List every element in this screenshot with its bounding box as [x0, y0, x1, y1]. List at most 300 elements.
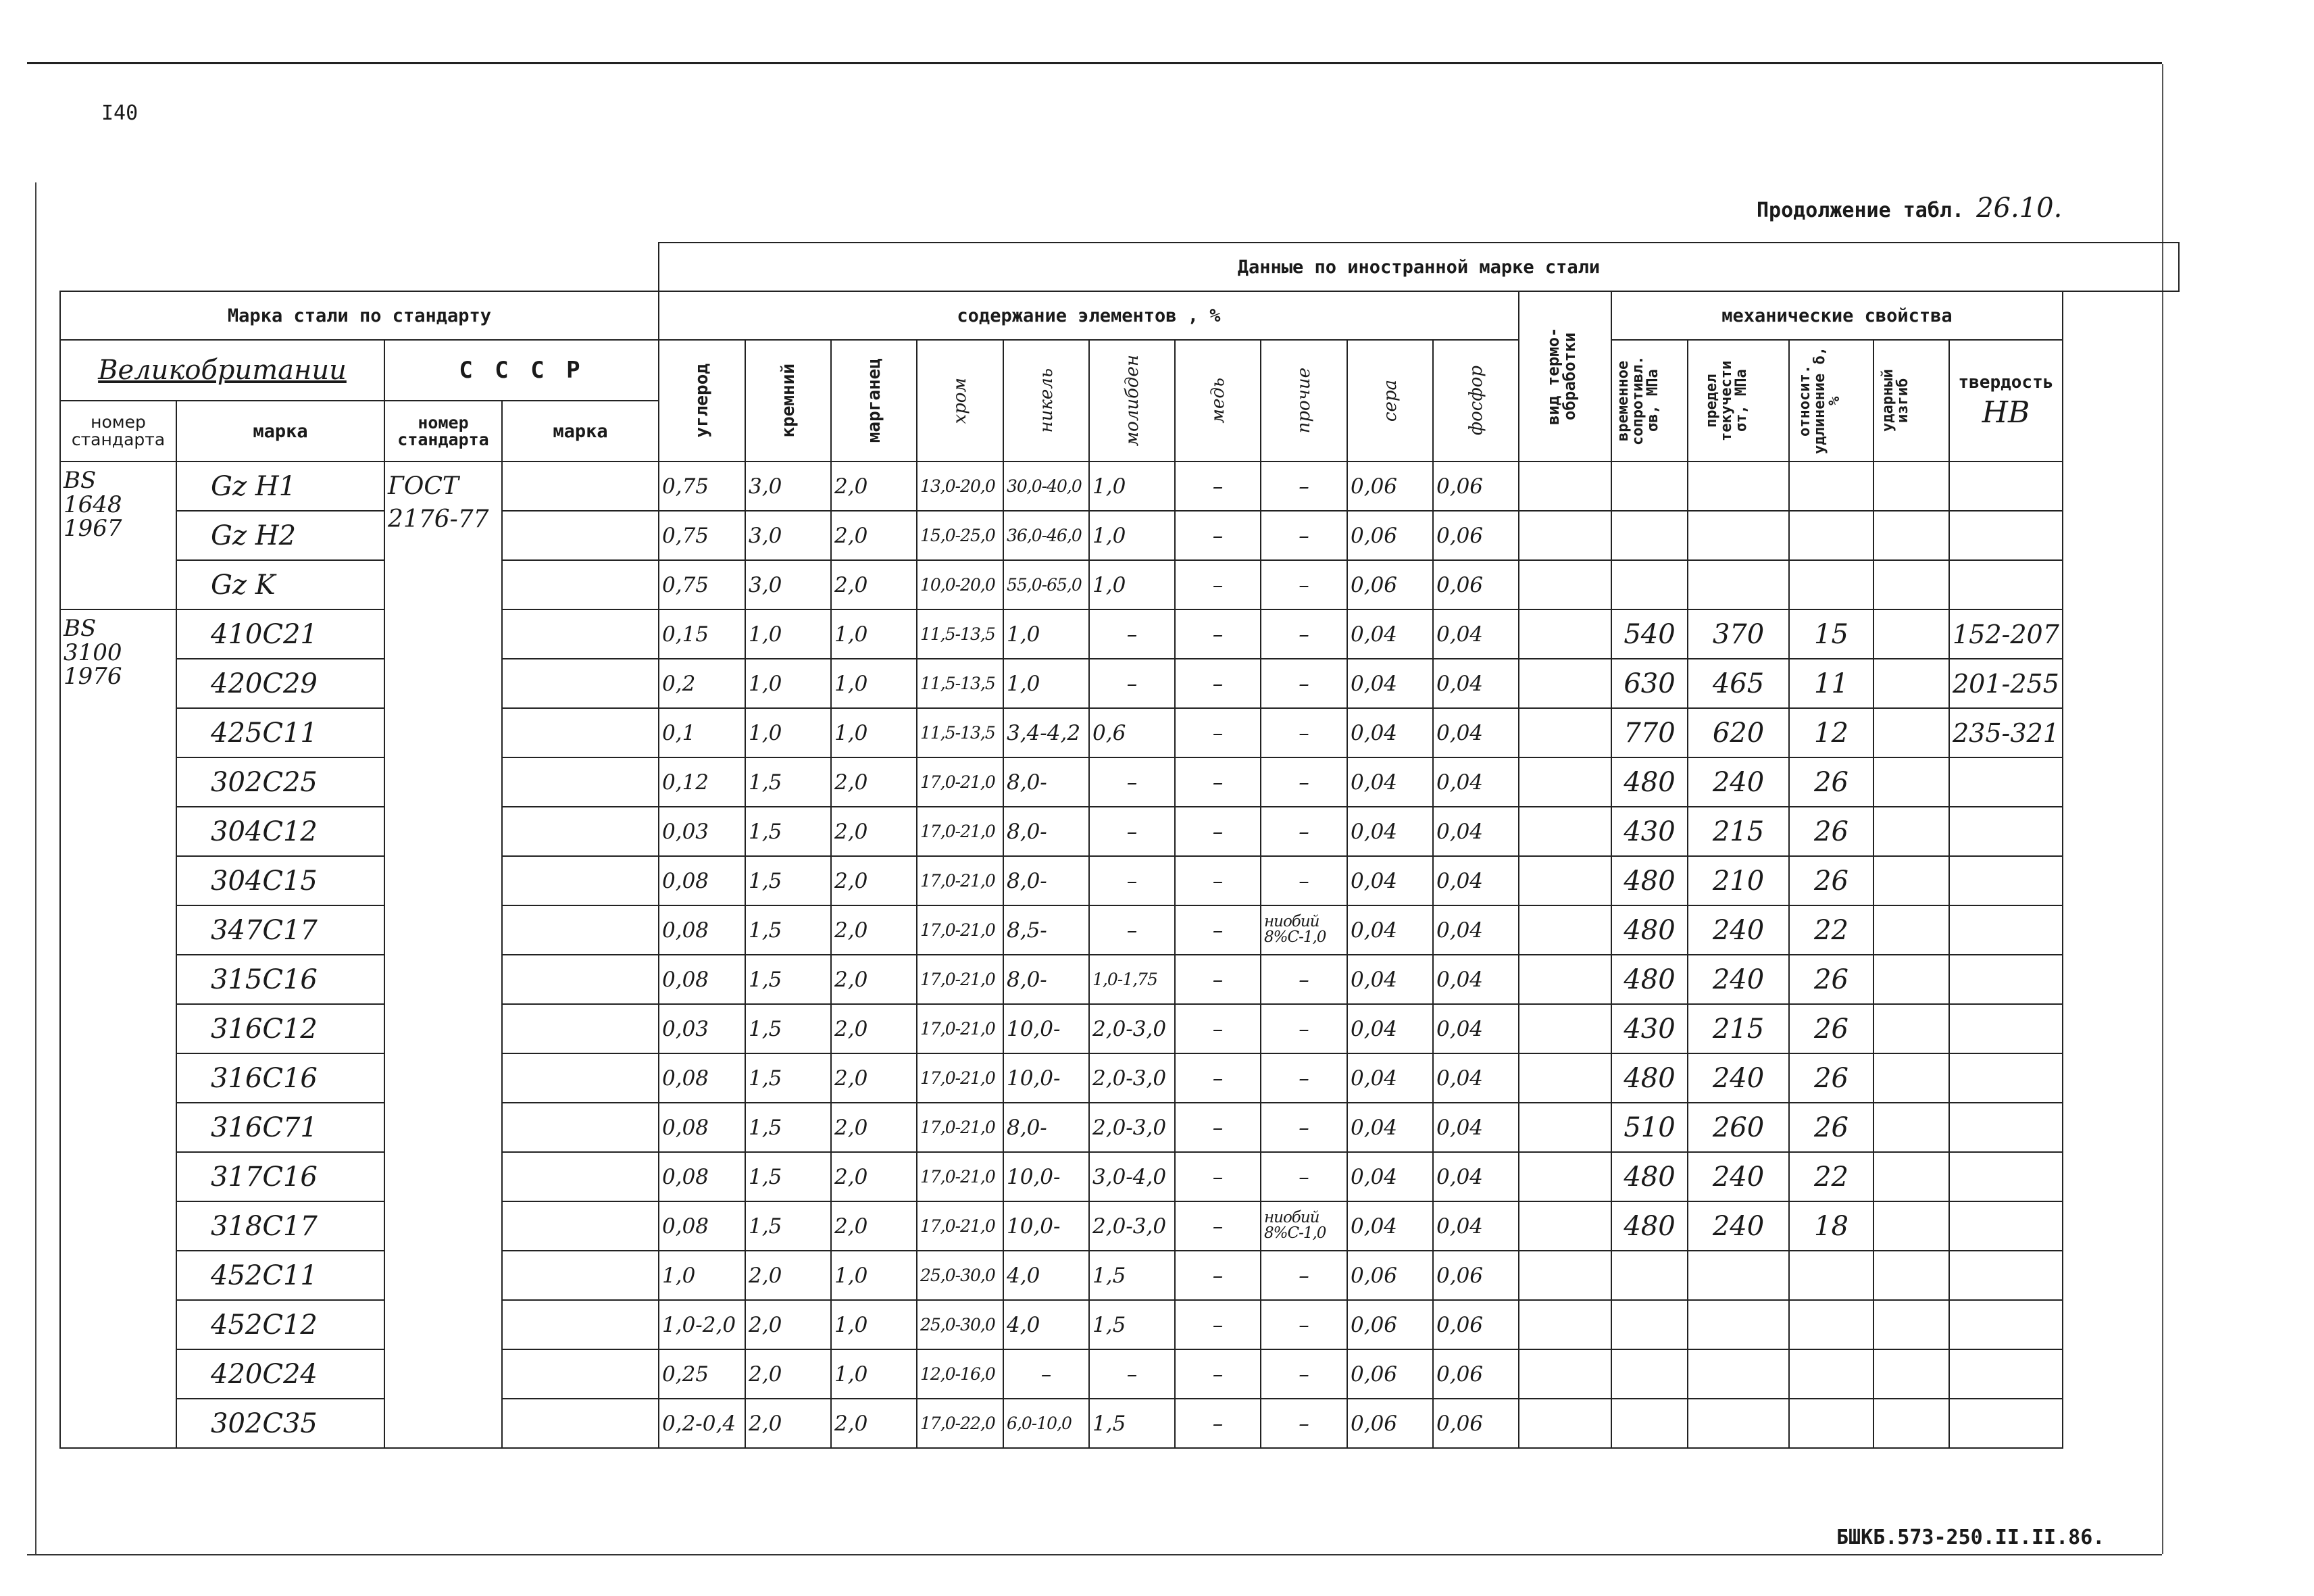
value-manganese: 1,0 — [831, 609, 917, 659]
impact-cell — [1873, 1201, 1949, 1251]
value-other: – — [1261, 955, 1347, 1004]
standard-mark-header: Марка стали по стандарту — [60, 291, 659, 340]
col-other-label: прочие — [1294, 368, 1314, 434]
value-copper: – — [1175, 1201, 1261, 1251]
value-silicon: 1,5 — [745, 1152, 831, 1201]
value-sulfur: 0,04 — [1347, 659, 1433, 708]
value-manganese: 1,0 — [831, 1251, 917, 1300]
value-sulfur: 0,06 — [1347, 1349, 1433, 1399]
value-other: – — [1261, 807, 1347, 856]
value-other — [1261, 905, 1347, 955]
ussr-mark-cell — [502, 1053, 659, 1103]
value-other: – — [1261, 1251, 1347, 1300]
value-chromium: 17,0-21,0 — [917, 955, 1003, 1004]
value-copper: – — [1175, 1053, 1261, 1103]
elongation: 15 — [1789, 609, 1873, 659]
impact-cell — [1873, 1103, 1949, 1152]
impact-cell — [1873, 955, 1949, 1004]
value-carbon: 0,08 — [659, 856, 745, 905]
impact-cell — [1873, 1399, 1949, 1448]
col-sulfur-label: сера — [1380, 379, 1401, 422]
hardness-value — [1949, 955, 2063, 1004]
value-silicon: 2,0 — [745, 1349, 831, 1399]
elongation — [1789, 462, 1873, 511]
tensile-strength — [1611, 1300, 1688, 1349]
heat-treatment-cell — [1519, 1103, 1611, 1152]
impact-cell — [1873, 1251, 1949, 1300]
value-sulfur: 0,04 — [1347, 905, 1433, 955]
value-phosphorus: 0,04 — [1433, 1004, 1519, 1053]
tensile-strength: 480 — [1611, 905, 1688, 955]
impact-cell — [1873, 609, 1949, 659]
hardness-value — [1949, 807, 2063, 856]
value-sulfur: 0,04 — [1347, 807, 1433, 856]
value-sulfur: 0,04 — [1347, 609, 1433, 659]
elongation: 22 — [1789, 905, 1873, 955]
value-chromium: 17,0-21,0 — [917, 757, 1003, 807]
tensile-strength: 480 — [1611, 1201, 1688, 1251]
table-row — [60, 1349, 2179, 1399]
ussr-mark-cell — [502, 511, 659, 560]
heat-treatment-cell — [1519, 856, 1611, 905]
value-sulfur: 0,06 — [1347, 511, 1433, 560]
ussr-mark-cell — [502, 856, 659, 905]
uk-standard-number-header: номер стандарта — [60, 401, 176, 462]
ussr-mark-cell — [502, 659, 659, 708]
value-manganese: 2,0 — [831, 560, 917, 609]
value-manganese: 1,0 — [831, 708, 917, 757]
value-carbon: 0,08 — [659, 955, 745, 1004]
value-sulfur: 0,06 — [1347, 1251, 1433, 1300]
value-carbon: 0,25 — [659, 1349, 745, 1399]
hardness-value — [1949, 560, 2063, 609]
value-manganese: 2,0 — [831, 511, 917, 560]
frame-top-line — [27, 62, 2162, 64]
value-silicon: 1,0 — [745, 609, 831, 659]
col-chromium-label: хром — [950, 377, 970, 424]
value-copper: – — [1175, 1251, 1261, 1300]
value-carbon: 0,08 — [659, 1201, 745, 1251]
value-nickel: 3,4-4,2 — [1003, 708, 1089, 757]
value-nickel: 10,0- — [1003, 1201, 1089, 1251]
value-sulfur: 0,06 — [1347, 560, 1433, 609]
impact-cell — [1873, 757, 1949, 807]
value-manganese: 2,0 — [831, 1152, 917, 1201]
elongation: 26 — [1789, 757, 1873, 807]
value-copper: – — [1175, 1399, 1261, 1448]
tensile-strength: 430 — [1611, 1004, 1688, 1053]
elongation — [1789, 1399, 1873, 1448]
heat-treatment-label: вид термо- обработки — [1543, 327, 1579, 426]
value-chromium: 17,0-21,0 — [917, 856, 1003, 905]
table-continuation-label — [1757, 193, 2062, 224]
yield-strength: 370 — [1688, 609, 1789, 659]
heat-treatment-cell — [1519, 1399, 1611, 1448]
yield-strength: 240 — [1688, 757, 1789, 807]
steel-mark: 302C25 — [176, 757, 384, 807]
value-copper: – — [1175, 905, 1261, 955]
impact-cell — [1873, 1152, 1949, 1201]
col-nickel-label: никель — [1036, 368, 1057, 433]
ussr-mark-cell — [502, 1201, 659, 1251]
elongation — [1789, 511, 1873, 560]
ussr-mark-cell — [502, 1103, 659, 1152]
uk-standard-line: BS — [64, 467, 97, 494]
yield-strength — [1688, 1300, 1789, 1349]
value-manganese: 2,0 — [831, 955, 917, 1004]
yield-strength: 260 — [1688, 1103, 1789, 1152]
value-molybdenum: 1,0-1,75 — [1089, 955, 1175, 1004]
col-hardness-label: твердость — [1958, 372, 2054, 393]
value-molybdenum: – — [1089, 609, 1175, 659]
table-row — [60, 609, 2179, 659]
heat-treatment-cell — [1519, 659, 1611, 708]
yield-strength: 240 — [1688, 905, 1789, 955]
value-phosphorus: 0,04 — [1433, 659, 1519, 708]
value-silicon: 3,0 — [745, 511, 831, 560]
heat-treatment-cell — [1519, 609, 1611, 659]
yield-strength — [1688, 511, 1789, 560]
steel-mark: 315C16 — [176, 955, 384, 1004]
value-sulfur: 0,04 — [1347, 955, 1433, 1004]
impact-cell — [1873, 856, 1949, 905]
col-yield — [1688, 340, 1789, 462]
heat-treatment-cell — [1519, 807, 1611, 856]
value-chromium: 17,0-21,0 — [917, 1201, 1003, 1251]
hardness-value — [1949, 1152, 2063, 1201]
heat-treatment-header — [1519, 291, 1611, 462]
steel-mark: 452C11 — [176, 1251, 384, 1300]
value-sulfur: 0,06 — [1347, 1399, 1433, 1448]
value-manganese: 2,0 — [831, 1053, 917, 1103]
value-manganese: 2,0 — [831, 807, 917, 856]
value-nickel: 6,0-10,0 — [1003, 1399, 1089, 1448]
value-other: – — [1261, 1103, 1347, 1152]
value-copper: – — [1175, 856, 1261, 905]
value-silicon: 2,0 — [745, 1399, 831, 1448]
value-phosphorus: 0,06 — [1433, 511, 1519, 560]
steel-mark: 425C11 — [176, 708, 384, 757]
value-molybdenum: 0,6 — [1089, 708, 1175, 757]
value-molybdenum: 1,0 — [1089, 462, 1175, 511]
value-molybdenum: 1,5 — [1089, 1399, 1175, 1448]
hardness-value — [1949, 1103, 2063, 1152]
steel-grades-table — [59, 242, 2180, 1449]
value-molybdenum: 1,5 — [1089, 1300, 1175, 1349]
value-nickel: 10,0- — [1003, 1004, 1089, 1053]
value-other: – — [1261, 1004, 1347, 1053]
uk-standard-line: 1976 — [64, 663, 122, 691]
heat-treatment-cell — [1519, 905, 1611, 955]
value-sulfur: 0,04 — [1347, 1004, 1433, 1053]
value-molybdenum: 1,5 — [1089, 1251, 1175, 1300]
tensile-strength: 770 — [1611, 708, 1688, 757]
yield-strength: 465 — [1688, 659, 1789, 708]
value-sulfur: 0,06 — [1347, 1300, 1433, 1349]
uk-header: Великобритании — [60, 340, 384, 401]
table-row — [60, 708, 2179, 757]
value-phosphorus: 0,04 — [1433, 905, 1519, 955]
value-manganese: 1,0 — [831, 659, 917, 708]
col-elongation-label: относит. удлинение δ, % — [1796, 347, 1843, 455]
value-manganese: 2,0 — [831, 1103, 917, 1152]
elongation: 26 — [1789, 1004, 1873, 1053]
value-sulfur: 0,04 — [1347, 1152, 1433, 1201]
col-phosphorus — [1433, 340, 1519, 462]
tensile-strength: 480 — [1611, 1152, 1688, 1201]
tensile-strength: 510 — [1611, 1103, 1688, 1152]
value-molybdenum: 3,0-4,0 — [1089, 1152, 1175, 1201]
impact-cell — [1873, 1004, 1949, 1053]
ussr-mark-cell — [502, 560, 659, 609]
steel-mark: Gz H2 — [176, 511, 384, 560]
yield-strength — [1688, 1399, 1789, 1448]
value-silicon: 1,0 — [745, 708, 831, 757]
impact-cell — [1873, 659, 1949, 708]
yield-strength: 240 — [1688, 1152, 1789, 1201]
value-carbon: 0,2 — [659, 659, 745, 708]
elongation — [1789, 1251, 1873, 1300]
heat-treatment-cell — [1519, 1251, 1611, 1300]
value-manganese: 2,0 — [831, 1004, 917, 1053]
steel-mark: 302C35 — [176, 1399, 384, 1448]
hardness-value — [1949, 1053, 2063, 1103]
tensile-strength: 480 — [1611, 856, 1688, 905]
value-phosphorus: 0,04 — [1433, 856, 1519, 905]
hardness-value — [1949, 511, 2063, 560]
uk-standard-cell — [60, 462, 176, 609]
impact-cell — [1873, 560, 1949, 609]
table-row — [60, 807, 2179, 856]
steel-mark: 420C29 — [176, 659, 384, 708]
impact-cell — [1873, 1349, 1949, 1399]
value-silicon: 1,0 — [745, 659, 831, 708]
ussr-mark-cell — [502, 1349, 659, 1399]
hardness-value: 235-321 — [1949, 708, 2063, 757]
value-manganese: 2,0 — [831, 757, 917, 807]
value-molybdenum: – — [1089, 856, 1175, 905]
elongation: 18 — [1789, 1201, 1873, 1251]
col-hardness — [1949, 340, 2063, 462]
value-phosphorus: 0,06 — [1433, 462, 1519, 511]
value-phosphorus: 0,06 — [1433, 1300, 1519, 1349]
value-sulfur: 0,04 — [1347, 708, 1433, 757]
col-silicon — [745, 340, 831, 462]
value-copper: – — [1175, 708, 1261, 757]
value-chromium: 17,0-21,0 — [917, 1004, 1003, 1053]
value-manganese: 2,0 — [831, 856, 917, 905]
steel-mark: 316C71 — [176, 1103, 384, 1152]
uk-standard-line: 3100 — [64, 639, 122, 666]
col-sulfur — [1347, 340, 1433, 462]
table-reference: 26.10. — [1976, 193, 2063, 224]
value-nickel: 1,0 — [1003, 609, 1089, 659]
value-nickel: 8,0- — [1003, 856, 1089, 905]
value-molybdenum: 1,0 — [1089, 560, 1175, 609]
table-row — [60, 1300, 2179, 1349]
value-nickel: 8,0- — [1003, 1103, 1089, 1152]
value-silicon: 3,0 — [745, 462, 831, 511]
elongation: 11 — [1789, 659, 1873, 708]
ussr-mark-cell — [502, 905, 659, 955]
hardness-value — [1949, 1251, 2063, 1300]
value-nickel: 8,0- — [1003, 955, 1089, 1004]
tensile-strength — [1611, 1349, 1688, 1399]
value-phosphorus: 0,04 — [1433, 807, 1519, 856]
value-nickel: 8,0- — [1003, 807, 1089, 856]
value-phosphorus: 0,04 — [1433, 1053, 1519, 1103]
value-nickel: 36,0-46,0 — [1003, 511, 1089, 560]
frame-left-line — [35, 182, 36, 1554]
value-phosphorus: 0,04 — [1433, 708, 1519, 757]
value-phosphorus: 0,04 — [1433, 1152, 1519, 1201]
impact-cell — [1873, 1300, 1949, 1349]
value-molybdenum: – — [1089, 659, 1175, 708]
value-copper: – — [1175, 1103, 1261, 1152]
value-other: – — [1261, 1399, 1347, 1448]
value-chromium: 17,0-21,0 — [917, 1053, 1003, 1103]
tensile-strength: 480 — [1611, 757, 1688, 807]
value-phosphorus: 0,04 — [1433, 1103, 1519, 1152]
value-chromium: 11,5-13,5 — [917, 708, 1003, 757]
value-carbon: 0,15 — [659, 609, 745, 659]
table-row — [60, 905, 2179, 955]
value-chromium: 15,0-25,0 — [917, 511, 1003, 560]
value-phosphorus: 0,04 — [1433, 955, 1519, 1004]
value-molybdenum: – — [1089, 905, 1175, 955]
value-copper: – — [1175, 609, 1261, 659]
hardness-value — [1949, 462, 2063, 511]
hardness-value — [1949, 1300, 2063, 1349]
value-carbon: 0,12 — [659, 757, 745, 807]
table-row — [60, 1103, 2179, 1152]
value-copper: – — [1175, 560, 1261, 609]
elongation: 26 — [1789, 1053, 1873, 1103]
continuation-text: Продолжение табл. — [1757, 199, 1965, 222]
heat-treatment-cell — [1519, 1004, 1611, 1053]
yield-strength: 210 — [1688, 856, 1789, 905]
value-chromium: 12,0-16,0 — [917, 1349, 1003, 1399]
heat-treatment-cell — [1519, 1152, 1611, 1201]
value-carbon: 0,08 — [659, 1152, 745, 1201]
value-carbon: 0,75 — [659, 462, 745, 511]
heat-treatment-cell — [1519, 955, 1611, 1004]
heat-treatment-cell — [1519, 511, 1611, 560]
hardness-value — [1949, 905, 2063, 955]
heat-treatment-cell — [1519, 1349, 1611, 1399]
value-silicon: 1,5 — [745, 905, 831, 955]
value-silicon: 2,0 — [745, 1300, 831, 1349]
ussr-mark-cell — [502, 757, 659, 807]
table-row — [60, 659, 2179, 708]
value-carbon: 0,08 — [659, 1053, 745, 1103]
impact-cell — [1873, 1053, 1949, 1103]
value-molybdenum: 2,0-3,0 — [1089, 1103, 1175, 1152]
col-impact — [1873, 340, 1949, 462]
table-row — [60, 1201, 2179, 1251]
value-chromium: 17,0-21,0 — [917, 1152, 1003, 1201]
tensile-strength — [1611, 1399, 1688, 1448]
value-manganese: 1,0 — [831, 1300, 917, 1349]
yield-strength: 240 — [1688, 955, 1789, 1004]
table-row — [60, 1152, 2179, 1201]
value-molybdenum: – — [1089, 1349, 1175, 1399]
col-molybdenum-label: молибден — [1122, 355, 1142, 447]
value-silicon: 3,0 — [745, 560, 831, 609]
ussr-mark-cell — [502, 955, 659, 1004]
value-other: – — [1261, 511, 1347, 560]
steel-mark: 304C12 — [176, 807, 384, 856]
value-silicon: 2,0 — [745, 1251, 831, 1300]
value-nickel: 8,5- — [1003, 905, 1089, 955]
value-manganese: 2,0 — [831, 1201, 917, 1251]
value-phosphorus: 0,06 — [1433, 560, 1519, 609]
value-copper: – — [1175, 511, 1261, 560]
value-copper: – — [1175, 1152, 1261, 1201]
element-content-header: содержание элементов , % — [659, 291, 1519, 340]
value-chromium: 25,0-30,0 — [917, 1300, 1003, 1349]
value-nickel: 10,0- — [1003, 1053, 1089, 1103]
mechanical-properties-header: механические свойства — [1611, 291, 2063, 340]
steel-mark: 347C17 — [176, 905, 384, 955]
value-carbon: 0,08 — [659, 1103, 745, 1152]
value-other: – — [1261, 609, 1347, 659]
uk-standard-line: 1967 — [64, 515, 122, 543]
value-other: – — [1261, 659, 1347, 708]
uk-standard-line: 1648 — [64, 491, 122, 518]
uk-standard-line: BS — [64, 615, 97, 642]
ussr-mark-cell — [502, 1300, 659, 1349]
ussr-mark-cell — [502, 609, 659, 659]
tensile-strength: 430 — [1611, 807, 1688, 856]
gost-standard-line: ГОСТ — [388, 472, 459, 500]
value-phosphorus: 0,04 — [1433, 757, 1519, 807]
frame-bottom-line — [27, 1554, 2162, 1555]
yield-strength — [1688, 560, 1789, 609]
steel-mark: Gz H1 — [176, 462, 384, 511]
value-other: – — [1261, 462, 1347, 511]
value-nickel: 10,0- — [1003, 1152, 1089, 1201]
ussr-mark-cell — [502, 1251, 659, 1300]
table-row — [60, 856, 2179, 905]
document-code: БШКБ.573-250.II.II.86. — [1836, 1526, 2105, 1549]
elongation: 22 — [1789, 1152, 1873, 1201]
yield-strength — [1688, 1251, 1789, 1300]
table-row — [60, 1251, 2179, 1300]
value-chromium: 17,0-21,0 — [917, 807, 1003, 856]
hardness-value: 152-207 — [1949, 609, 2063, 659]
yield-strength: 215 — [1688, 807, 1789, 856]
elongation — [1789, 1300, 1873, 1349]
steel-mark: 452C12 — [176, 1300, 384, 1349]
heat-treatment-cell — [1519, 1300, 1611, 1349]
tensile-strength: 540 — [1611, 609, 1688, 659]
steel-mark: 304C15 — [176, 856, 384, 905]
yield-strength: 240 — [1688, 1201, 1789, 1251]
value-nickel: 55,0-65,0 — [1003, 560, 1089, 609]
value-nickel: 8,0- — [1003, 757, 1089, 807]
elongation: 26 — [1789, 1103, 1873, 1152]
value-nickel: 4,0 — [1003, 1300, 1089, 1349]
col-other — [1261, 340, 1347, 462]
tensile-strength: 480 — [1611, 1053, 1688, 1103]
value-other: – — [1261, 1053, 1347, 1103]
value-silicon: 1,5 — [745, 1103, 831, 1152]
page-number: I40 — [101, 101, 139, 125]
elongation — [1789, 1349, 1873, 1399]
value-carbon: 0,1 — [659, 708, 745, 757]
tensile-strength — [1611, 511, 1688, 560]
